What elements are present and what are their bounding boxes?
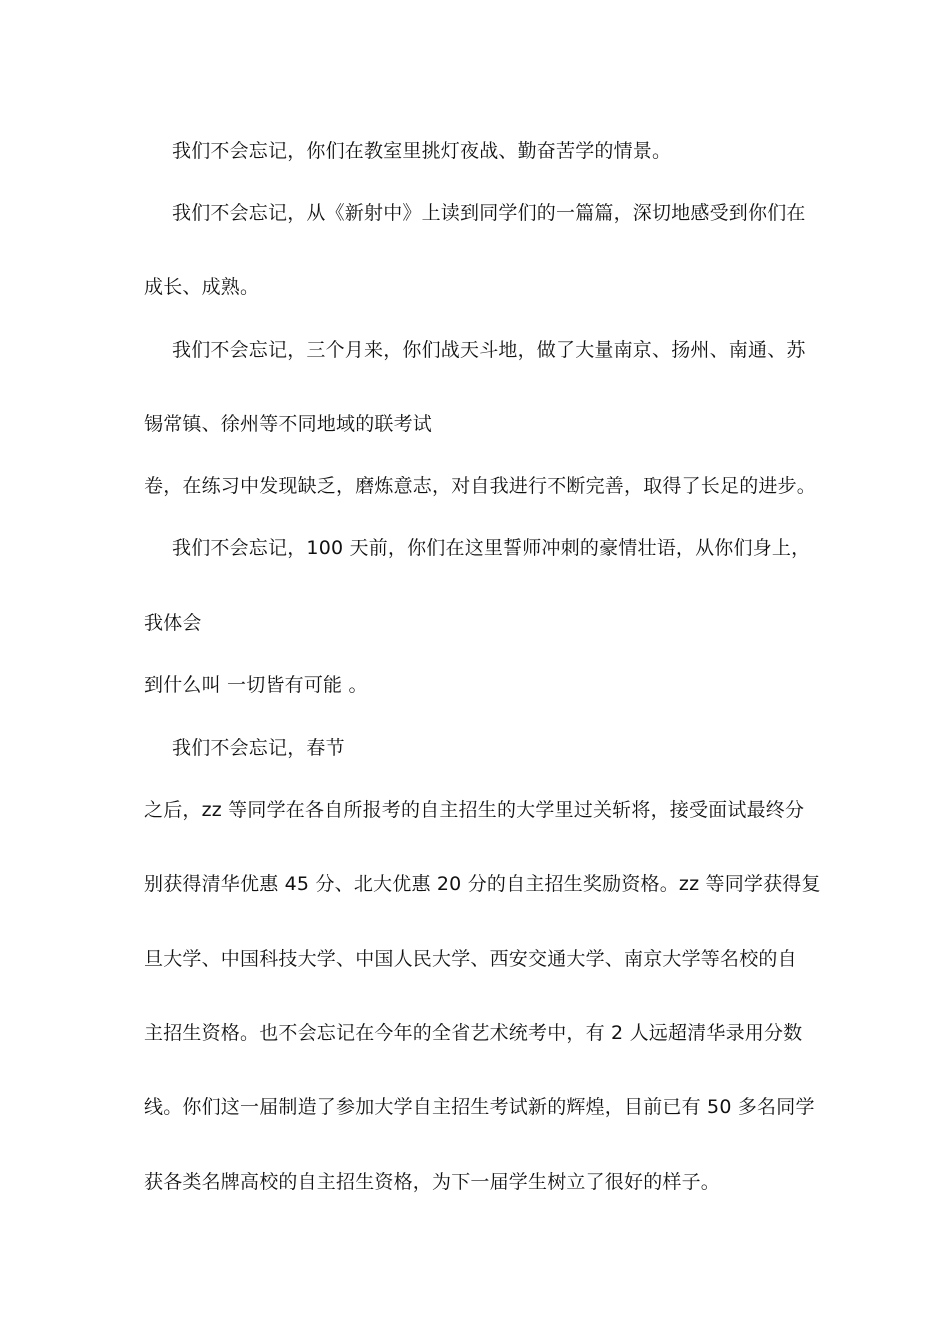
text-line-6: 卷，在练习中发现缺乏，磨炼意志，对自我进行不断完善，取得了长足的进步。 [144, 475, 817, 497]
text-line-11: 之后，zz 等同学在各自所报考的自主招生的大学里过关斩将，接受面试最终分 [144, 799, 805, 821]
text-line-14: 主招生资格。也不会忘记在今年的全省艺术统考中，有 2 人远超清华录用分数 [144, 1022, 803, 1044]
text-line-10: 我们不会忘记，春节 [172, 737, 345, 759]
text-line-2: 我们不会忘记，从《新射中》上读到同学们的一篇篇，深切地感受到你们在 [172, 202, 806, 224]
text-line-13: 旦大学、中国科技大学、中国人民大学、西安交通大学、南京大学等名校的自 [144, 948, 797, 970]
text-line-5: 锡常镇、徐州等不同地域的联考试 [144, 413, 433, 435]
text-line-16: 获各类名牌高校的自主招生资格，为下一届学生树立了很好的样子。 [144, 1171, 721, 1193]
text-line-1: 我们不会忘记，你们在教室里挑灯夜战、勤奋苦学的情景。 [172, 140, 672, 162]
text-line-12: 别获得清华优惠 45 分、北大优惠 20 分的自主招生奖励资格。zz 等同学获得复 [144, 873, 821, 895]
text-line-9: 到什么叫 一切皆有可能 。 [144, 674, 368, 696]
text-line-7: 我们不会忘记，100 天前，你们在这里誓师冲刺的豪情壮语，从你们身上， [172, 537, 811, 559]
text-line-4: 我们不会忘记，三个月来，你们战天斗地，做了大量南京、扬州、南通、苏 [172, 339, 806, 361]
text-line-15: 线。你们这一届制造了参加大学自主招生考试新的辉煌，目前已有 50 多名同学 [144, 1096, 815, 1118]
text-line-3: 成长、成熟。 [144, 276, 260, 298]
text-line-8: 我体会 [144, 612, 202, 634]
